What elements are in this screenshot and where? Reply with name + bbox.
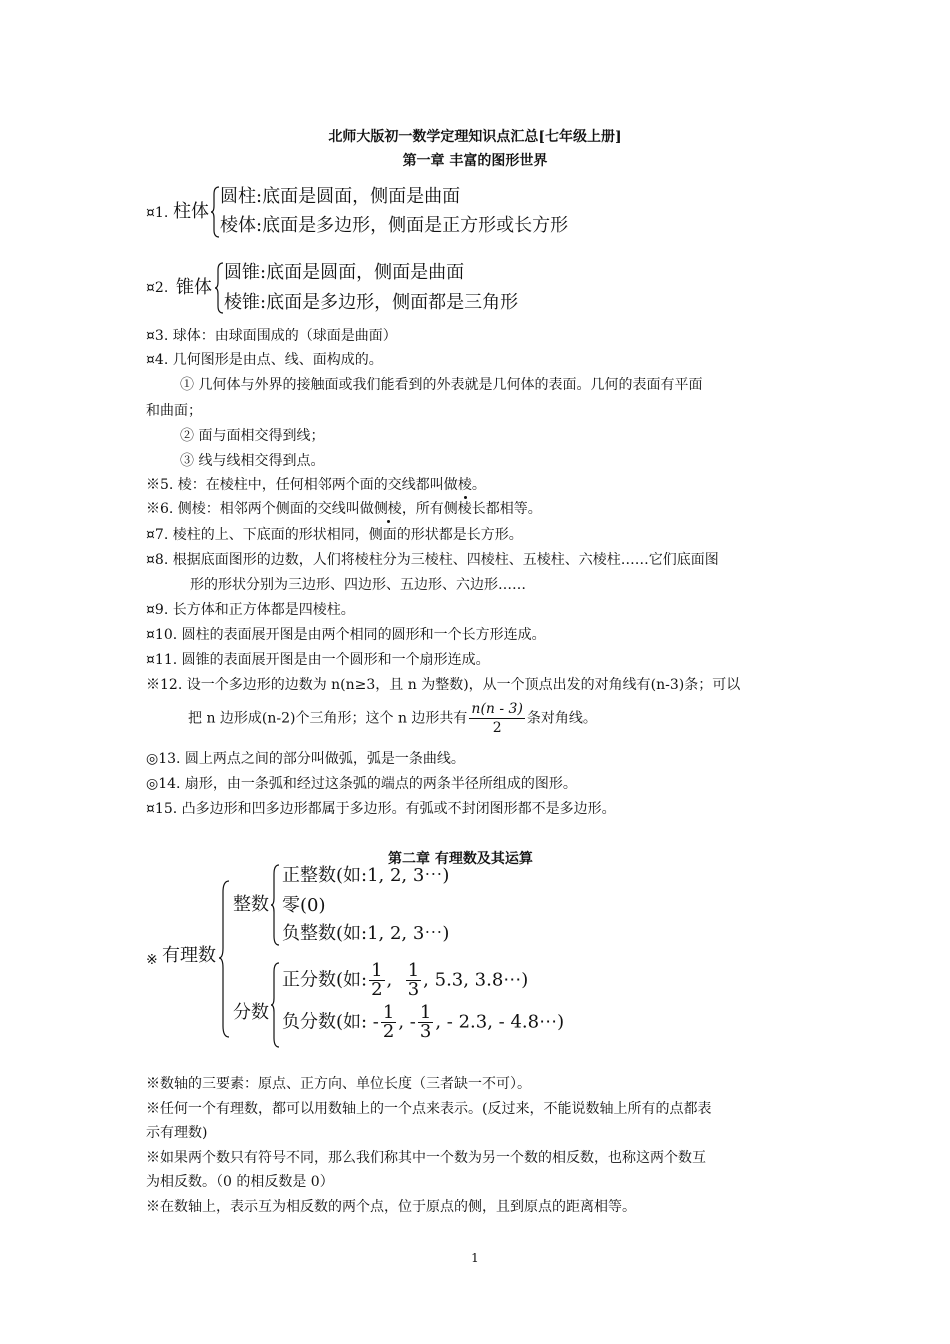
- paragraph-rational-point-line-2: 示有理数): [146, 1125, 208, 1141]
- fraction-denominator: 3: [419, 1021, 432, 1042]
- item-2-number: ¤2.: [146, 280, 169, 296]
- tree-fraction-brace: [270, 962, 280, 1048]
- tree-node-integer: 整数: [233, 894, 269, 915]
- chapter-2-heading: 第二章 有理数及其运算: [388, 851, 533, 867]
- item-1-line-b: 棱体:底面是多边形，侧面是正方形或长方形: [220, 215, 569, 236]
- tree-root-brace: [218, 880, 230, 1038]
- item-3: ¤3. 球体：由球面围成的（球面是曲面）: [146, 328, 397, 344]
- item-5: [146, 475, 486, 495]
- negative-fraction-rest: , - 2.3, - 4.8⋯): [435, 1011, 565, 1033]
- item-1-number: ¤1.: [146, 205, 169, 221]
- fraction-numerator: 1: [407, 960, 420, 981]
- chapter-1-heading: 第一章 丰富的图形世界: [402, 153, 548, 169]
- item-4-sub-1a: ① 几何体与外界的接触面或我们能看到的外表就是几何体的表面。几何的表面有平面: [180, 377, 703, 393]
- fraction-numerator: 1: [382, 1002, 395, 1023]
- item-4-sub-1b: 和曲面；: [146, 403, 202, 419]
- page-number: 1: [471, 1251, 479, 1265]
- item-2-line-b: 棱锥:底面是多边形，侧面都是三角形: [224, 292, 519, 313]
- paragraph-opposite-line-1: ※如果两个数只有符号不同，那么我们称其中一个数为另一个数的相反数，也称这两个数互: [146, 1150, 706, 1166]
- item-1-head: 柱体: [173, 201, 209, 222]
- paragraph-number-line: ※数轴的三要素：原点、正方向、单位长度（三者缺一不可）。: [146, 1076, 531, 1092]
- item-2-line-a: 圆锥:底面是圆面，侧面是曲面: [224, 262, 465, 283]
- fraction-numerator: 1: [419, 1002, 432, 1023]
- negative-fraction-separator: , -: [398, 1011, 416, 1033]
- zero: 零(0): [282, 895, 326, 916]
- fraction-denominator: 2: [492, 720, 502, 736]
- fraction-one-third: [418, 1004, 433, 1041]
- fraction-one-third: [406, 962, 421, 999]
- fraction-denominator: 2: [371, 979, 383, 1000]
- paragraph-opposite-line-2: 为相反数。（0 的相反数是 0）: [146, 1174, 334, 1190]
- paragraph-rational-point-line-1: ※任何一个有理数，都可以用数轴上的一个点来表示。(反过来，不能说数轴上所有的点都表: [146, 1101, 712, 1117]
- paragraph-opposite-points: ※在数轴上，表示互为相反数的两个点，位于原点的侧，且到原点的距离相等。: [146, 1199, 636, 1215]
- item-12-line-1: ※12. 设一个多边形的边数为 n(n≥3，且 n 为整数)，从一个顶点出发的对角线有(n-3)条；可以: [146, 677, 741, 693]
- negative-integer: 负整数(如:1, 2, 3⋯): [282, 923, 450, 944]
- fraction-denominator: 2: [382, 1021, 395, 1042]
- item-6: [146, 499, 542, 519]
- item-13: ◎13. 圆上两点之间的部分叫做弧，弧是一条曲线。: [146, 751, 465, 767]
- item-4-sub-3: ③ 线与线相交得到点。: [180, 453, 325, 469]
- diagonal-count-fraction: [469, 700, 525, 737]
- fraction-denominator: 3: [407, 979, 420, 1000]
- item-11: ¤11. 圆锥的表面展开图是由一个圆形和一个扇形连成。: [146, 652, 490, 668]
- item-2-head: 锥体: [176, 277, 212, 298]
- tree-integer-brace: [270, 864, 280, 946]
- fraction-one-half: [369, 962, 384, 999]
- tree-root-rational: 有理数: [162, 945, 216, 966]
- item-5-text: ※5. 棱：在棱柱中，任何相邻两个面的交线都叫做: [146, 477, 458, 493]
- item-12-end: 条对角线。: [526, 710, 597, 727]
- item-10: ¤10. 圆柱的表面展开图是由两个相同的圆形和一个长方形连成。: [146, 627, 546, 643]
- item-9: ¤9. 长方体和正方体都是四棱柱。: [146, 602, 355, 618]
- item-2-brace: [214, 262, 224, 314]
- document-title: 北师大版初一数学定理知识点汇总[七年级上册]: [328, 129, 622, 145]
- negative-fraction-label: 负分数(如: -: [282, 1011, 379, 1033]
- item-5-emphasis: 棱: [457, 477, 472, 493]
- tree-node-fraction: 分数: [233, 1002, 269, 1023]
- item-4: ¤4. 几何图形是由点、线、面构成的。: [146, 352, 383, 368]
- tree-mark: ※: [146, 952, 158, 968]
- item-6-text: ※6. 侧棱：相邻两个侧面的交线叫做: [146, 501, 374, 517]
- item-6-emphasis: 侧棱: [373, 501, 402, 517]
- item-8-line-2: 形的形状分别为三边形、四边形、五边形、六边形……: [190, 577, 526, 593]
- item-4-sub-2: ② 面与面相交得到线；: [180, 428, 325, 444]
- item-1-brace: [210, 186, 220, 238]
- item-12-line-2: [188, 700, 597, 737]
- positive-fraction-label: 正分数(如:: [282, 969, 368, 991]
- negative-fraction: [282, 1004, 564, 1041]
- positive-fraction-rest: , 5.3, 3.8⋯): [423, 969, 529, 991]
- positive-fraction: 正分数(如: $\frac{1}{2}$ , $\frac{1}{3}$ , 5.3, 3.8⋯): [282, 960, 529, 1000]
- fraction-one-half: [381, 1004, 396, 1041]
- item-14: ◎14. 扇形，由一条弧和经过这条弧的端点的两条半径所组成的图形。: [146, 776, 577, 792]
- item-7: ¤7. 棱柱的上、下底面的形状相同，侧面的形状都是长方形。: [146, 527, 523, 543]
- item-15: ¤15. 凸多边形和凹多边形都属于多边形。有弧或不封闭图形都不是多边形。: [146, 801, 616, 817]
- item-5-end: 。: [471, 477, 486, 493]
- item-1-line-a: 圆柱:底面是圆面，侧面是曲面: [220, 186, 461, 207]
- item-6-end: ，所有侧棱长都相等。: [401, 501, 542, 517]
- fraction-numerator: 1: [371, 960, 383, 981]
- fraction-numerator: n(n - 3): [471, 701, 523, 717]
- positive-integer: 正整数(如:1, 2, 3⋯): [282, 865, 450, 886]
- item-8-line-1: ¤8. 根据底面图形的边数，人们将棱柱分为三棱柱、四棱柱、五棱柱、六棱柱……它们底面图: [146, 552, 719, 568]
- item-12-text: 把 n 边形成(n-2)个三角形；这个 n 边形共有: [188, 710, 468, 727]
